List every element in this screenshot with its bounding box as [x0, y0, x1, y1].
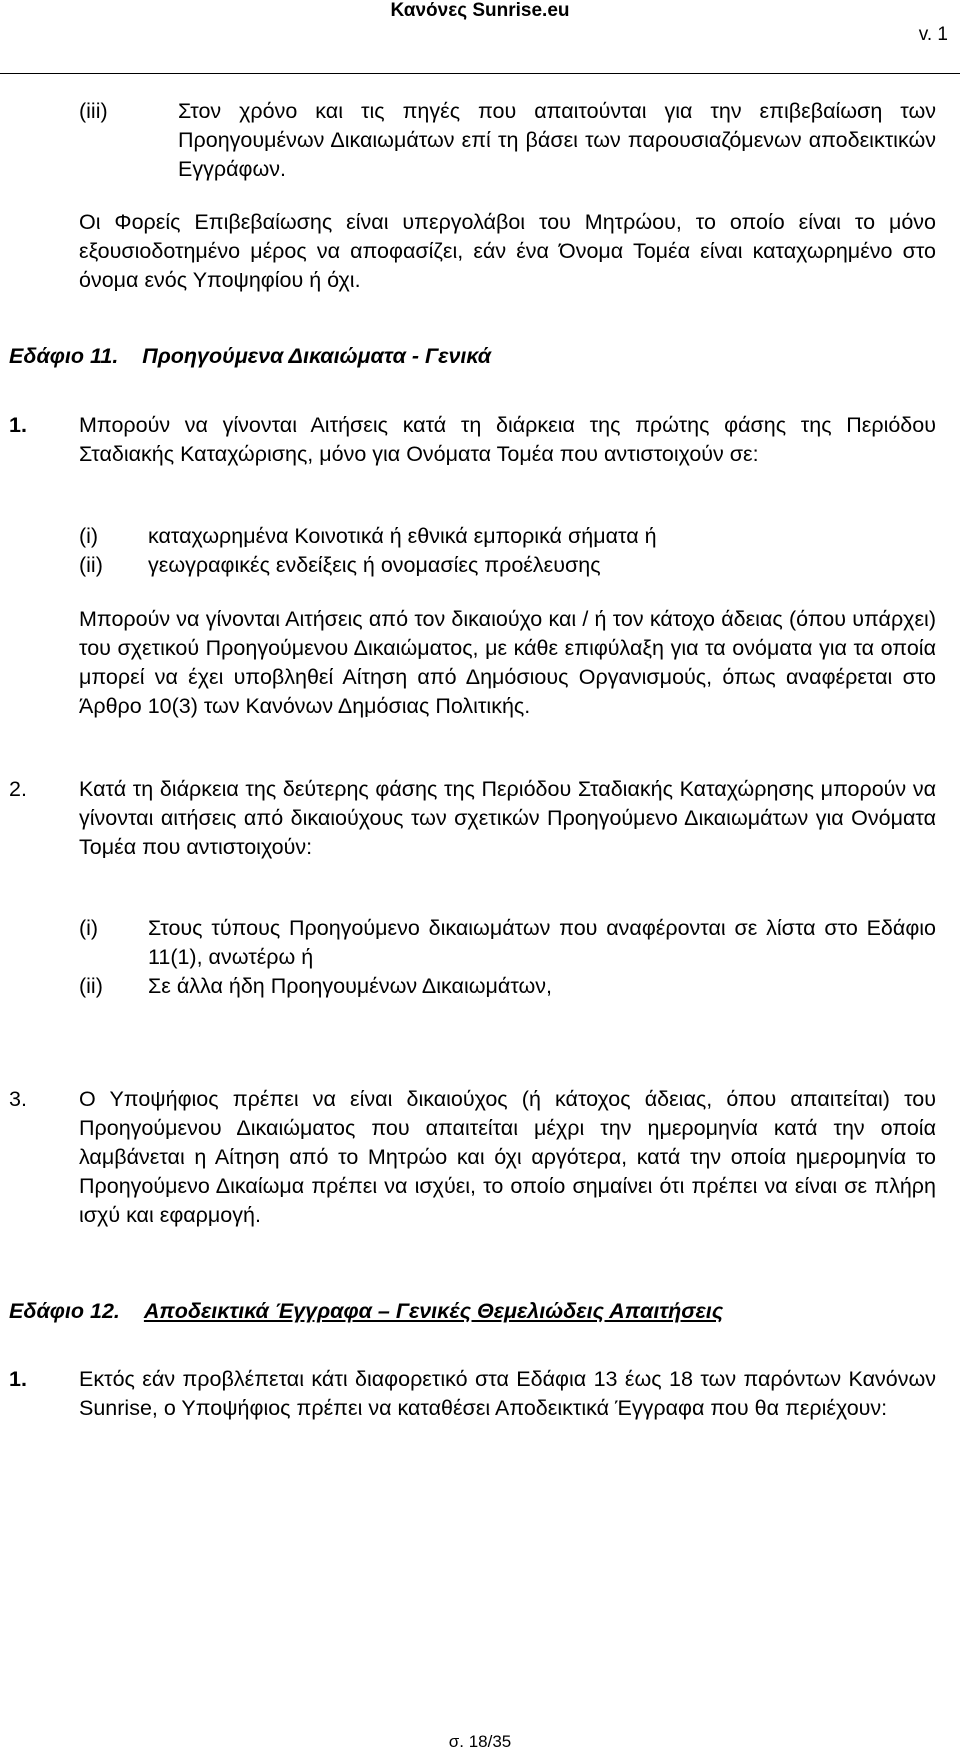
s11-p1-after-text: Μπορούν να γίνονται Αιτήσεις από τον δικαιούχο και / ή τον κάτοχο άδειας (όπου υπάρχει) του σχετικού Προηγούμενου Δικαιώματος, με κάθε επιφύλαξη για τα ονόματα για τα οποία μπορεί να έχει υποβληθεί Αίτηση από Δημόσιους Οργανισμούς, όπως αναφέρεται στο Άρθρο 10(3) των Κανόνων Δημόσιας Πολιτικής.: [79, 607, 936, 718]
s12-p1-number: 1.: [9, 1367, 27, 1391]
s11-p3-number: 3.: [9, 1087, 27, 1111]
s11-p1-item-i-text: καταχωρημένα Κοινοτικά ή εθνικά εμπορικά σήματα ή: [148, 524, 657, 548]
page-number: σ. 18/35: [448, 1732, 512, 1751]
s11-p1-item-i-label: (i): [79, 524, 99, 548]
verifiers-paragraph: Οι Φορείς Επιβεβαίωσης είναι υπεργολάβοι του Μητρώου, το οποίο είναι το μόνο εξουσιοδοτημένο μέρος να αποφασίζει, εάν ένα Όνομα Τομέα είναι καταχωρημένο στο όνομα ενός Υποψηφίου ή όχι.: [79, 210, 936, 292]
s11-p1-text: Μπορούν να γίνονται Αιτήσεις κατά τη διάρκεια της πρώτης φάσης της Περιόδου Σταδιακής Καταχώρισης, μόνο για Ονόματα Τομέα που αντιστοιχούν σε:: [79, 413, 936, 466]
s11-p2-number: 2.: [9, 777, 27, 801]
item-iii-text: Στον χρόνο και τις πηγές που απαιτούνται για την επιβεβαίωση των Προηγουμένων Δικαιωμάτων επί τη βάσει των παρουσιαζόμενων αποδεικτικών Εγγράφων.: [178, 99, 936, 181]
section-11-title: Προηγούμενα Δικαιώματα - Γενικά: [142, 344, 492, 368]
s11-p2-text: Κατά τη διάρκεια της δεύτερης φάσης της Περιόδου Σταδιακής Καταχώρησης μπορούν να γίνονται αιτήσεις από δικαιούχους των σχετικών Προηγούμενο Δικαιωμάτων για Ονόματα Τομέα που αντιστοιχούν:: [79, 777, 936, 859]
s11-p2-item-ii-label: (ii): [79, 974, 103, 998]
section-12-heading: [9, 1297, 723, 1326]
s11-p2-item-i-text: Στους τύπους Προηγούμενο δικαιωμάτων που αναφέρονται σε λίστα στο Εδάφιο 11(1), ανωτέρω ή: [148, 916, 936, 969]
section-11-label: Εδάφιο 11.: [9, 344, 119, 368]
section-12-label: Εδάφιο 12.: [9, 1299, 120, 1323]
section-11-heading: [9, 342, 491, 371]
document-header-title: Κανόνες Sunrise.eu: [390, 0, 570, 21]
section-12-title: Αποδεικτικά Έγγραφα – Γενικές Θεμελιώδεις Απαιτήσεις: [143, 1299, 724, 1323]
s11-p2-item-ii-text: Σε άλλα ήδη Προηγουμένων Δικαιωμάτων,: [148, 974, 553, 998]
item-iii-label: (iii): [79, 99, 108, 123]
header-divider: [0, 73, 960, 74]
document-version: v. 1: [918, 24, 948, 45]
s11-p1-item-ii-label: (ii): [79, 553, 103, 577]
s11-p1-number: 1.: [9, 413, 27, 437]
s11-p3-text: Ο Υποψήφιος πρέπει να είναι δικαιούχος (ή κάτοχος άδειας, όπου απαιτείται) του Προηγούμενου Δικαιώματος που απαιτείται μέχρι την ημερομηνία κατά την οποία λαμβάνεται η Αίτηση από το Μητρώο και όχι αργότερα, κατά την οποία ημερομηνία το Προηγούμενο Δικαίωμα πρέπει να ισχύει, το οποίο σημαίνει ότι πρέπει να είναι σε πλήρη ισχύ και εφαρμογή.: [79, 1087, 936, 1227]
s12-p1-text: Εκτός εάν προβλέπεται κάτι διαφορετικό στα Εδάφια 13 έως 18 των παρόντων Κανόνων Sunrise, ο Υποψήφιος πρέπει να καταθέσει Αποδεικτικά Έγγραφα που θα περιέχουν:: [79, 1367, 936, 1420]
s11-p2-item-i-label: (i): [79, 916, 99, 940]
s11-p1-item-ii-text: γεωγραφικές ενδείξεις ή ονομασίες προέλευσης: [148, 553, 601, 577]
